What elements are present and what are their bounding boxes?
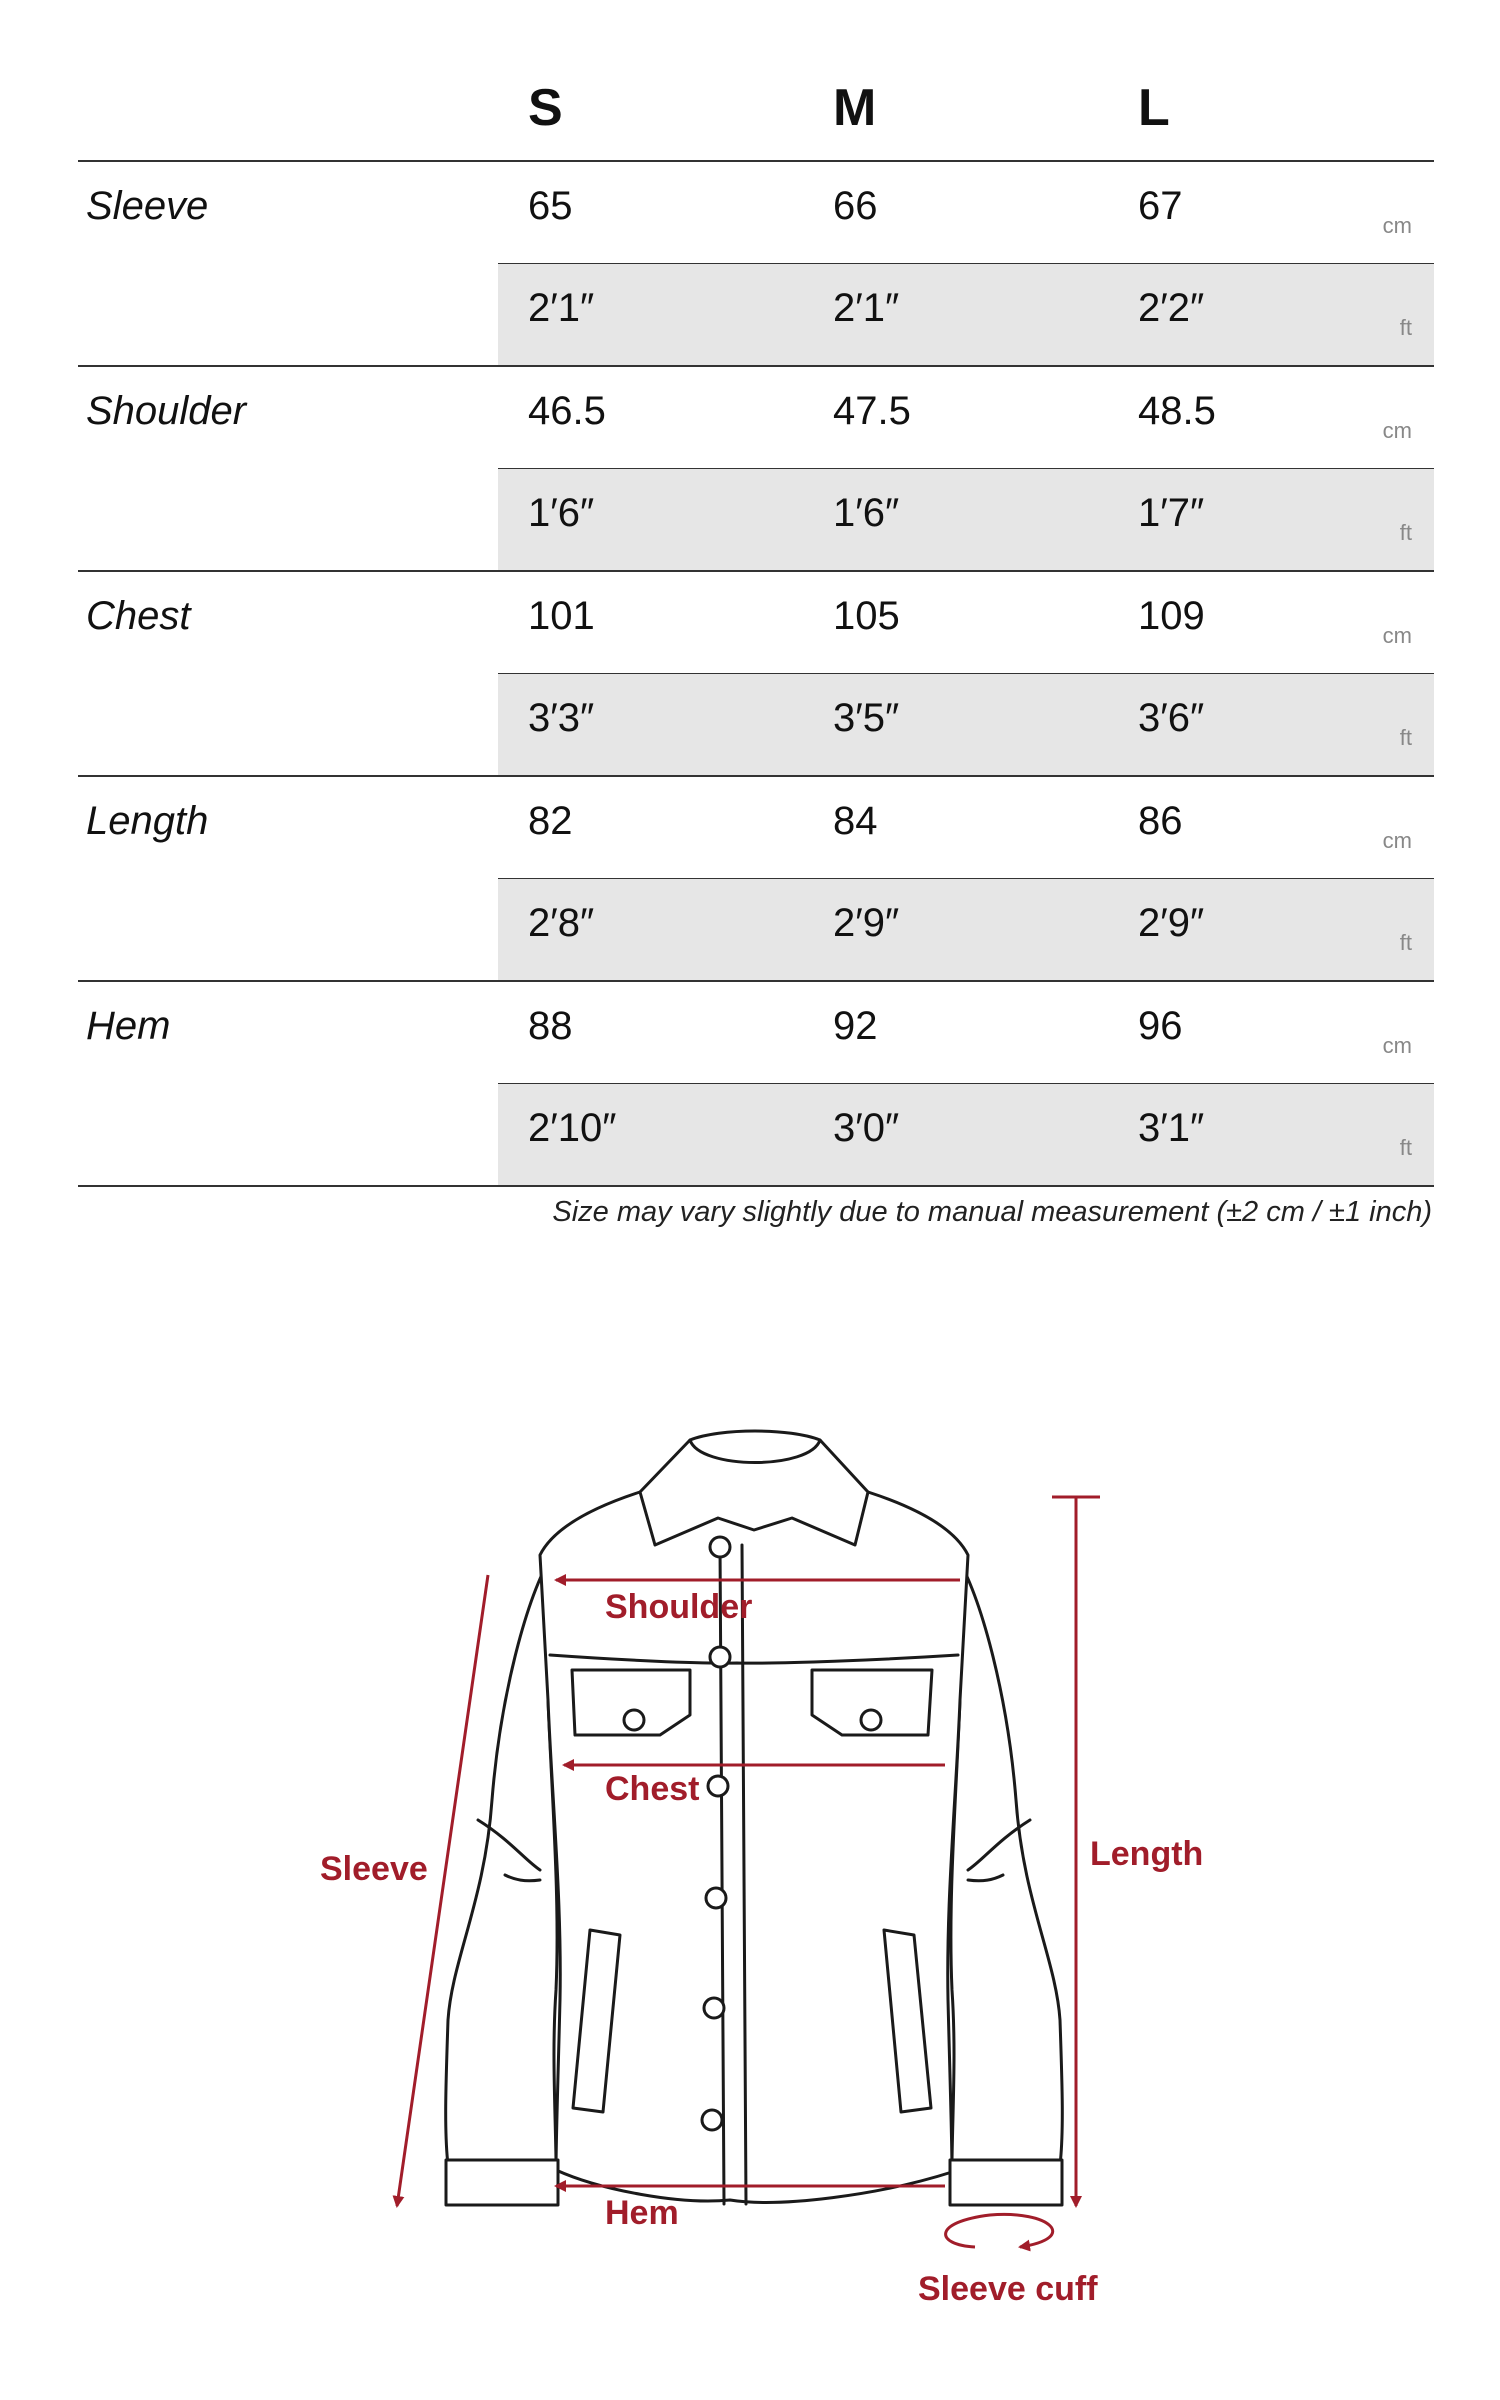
value-cell: 105	[833, 594, 900, 638]
unit-label-cm: cm	[1382, 623, 1412, 648]
measurement-label: Shoulder	[86, 389, 247, 433]
button-icon	[710, 1647, 730, 1667]
sleeve-cuff-arc-icon	[946, 2214, 1053, 2247]
ft-row	[498, 264, 1434, 365]
cm-row	[498, 367, 1434, 470]
button-icon	[706, 1888, 726, 1908]
value-cell: 82	[528, 799, 573, 843]
value-cell: 2′9″	[833, 901, 900, 945]
jacket-measurement-diagram	[0, 1380, 1500, 2320]
value-cell: 3′1″	[1138, 1106, 1205, 1150]
ft-row	[498, 1084, 1434, 1185]
value-cell: 65	[528, 184, 573, 228]
value-cell: 2′8″	[528, 901, 595, 945]
value-cell: 2′2″	[1138, 286, 1205, 330]
button-icon	[704, 1998, 724, 2018]
value-cell: 84	[833, 799, 878, 843]
cm-row	[498, 982, 1434, 1085]
button-icon	[702, 2110, 722, 2130]
value-cell: 96	[1138, 1004, 1183, 1048]
cm-row	[498, 777, 1434, 880]
size-chart-table	[78, 60, 1434, 1187]
value-cell: 66	[833, 184, 878, 228]
sleeve-label: Sleeve	[320, 1850, 428, 1888]
unit-label-ft: ft	[1399, 725, 1412, 750]
cm-row	[498, 162, 1434, 265]
button-icon	[710, 1537, 730, 1557]
value-cell: 3′6″	[1138, 696, 1205, 740]
measurement-group-chest	[78, 572, 1434, 777]
size-header-l: L	[1138, 79, 1170, 137]
unit-label-cm: cm	[1382, 828, 1412, 853]
cm-row	[498, 572, 1434, 675]
right-cuff	[950, 2160, 1062, 2205]
value-cell: 88	[528, 1004, 573, 1048]
value-cell: 109	[1138, 594, 1205, 638]
value-cell: 2′1″	[833, 286, 900, 330]
button-icon	[861, 1710, 881, 1730]
unit-label-ft: ft	[1399, 520, 1412, 545]
measurement-group-length	[78, 777, 1434, 982]
unit-label-ft: ft	[1399, 930, 1412, 955]
unit-label-cm: cm	[1382, 418, 1412, 443]
size-header-m: M	[833, 79, 877, 137]
sleeve-cuff-label: Sleeve cuff	[918, 2270, 1098, 2308]
measurement-label: Sleeve	[86, 184, 209, 228]
measurement-group-shoulder	[78, 367, 1434, 572]
unit-label-cm: cm	[1382, 1033, 1412, 1058]
value-cell: 1′7″	[1138, 491, 1205, 535]
value-cell: 48.5	[1138, 389, 1216, 433]
measurement-label: Hem	[86, 1004, 171, 1048]
value-cell: 101	[528, 594, 595, 638]
size-header-row	[78, 60, 1434, 162]
right-sleeve	[951, 1553, 1062, 2165]
measurement-disclaimer: Size may vary slightly due to manual measurement (±2 cm / ±1 inch)	[552, 1196, 1432, 1228]
left-cuff	[446, 2160, 558, 2205]
value-cell: 3′3″	[528, 696, 595, 740]
measurement-group-hem	[78, 982, 1434, 1187]
value-cell: 46.5	[528, 389, 606, 433]
value-cell: 92	[833, 1004, 878, 1048]
shoulder-label: Shoulder	[605, 1588, 753, 1626]
jacket-outline	[446, 1431, 1063, 2205]
length-label: Length	[1090, 1835, 1204, 1873]
ft-row	[498, 674, 1434, 775]
value-cell: 1′6″	[833, 491, 900, 535]
button-icon	[624, 1710, 644, 1730]
unit-label-ft: ft	[1399, 1135, 1412, 1160]
ft-row	[498, 469, 1434, 570]
measurement-label: Length	[86, 799, 209, 843]
left-sleeve	[446, 1553, 557, 2165]
value-cell: 67	[1138, 184, 1183, 228]
value-cell: 86	[1138, 799, 1183, 843]
value-cell: 47.5	[833, 389, 911, 433]
value-cell: 3′0″	[833, 1106, 900, 1150]
value-cell: 2′1″	[528, 286, 595, 330]
measurement-label: Chest	[86, 594, 191, 638]
size-header-s: S	[528, 79, 563, 137]
value-cell: 3′5″	[833, 696, 900, 740]
value-cell: 1′6″	[528, 491, 595, 535]
unit-label-ft: ft	[1399, 315, 1412, 340]
hem-label: Hem	[605, 2194, 679, 2232]
unit-label-cm: cm	[1382, 213, 1412, 238]
collar	[640, 1431, 868, 1545]
measurement-group-sleeve	[78, 162, 1434, 367]
button-icon	[708, 1776, 728, 1796]
chest-label: Chest	[605, 1770, 700, 1808]
value-cell: 2′9″	[1138, 901, 1205, 945]
ft-row	[498, 879, 1434, 980]
value-cell: 2′10″	[528, 1106, 617, 1150]
